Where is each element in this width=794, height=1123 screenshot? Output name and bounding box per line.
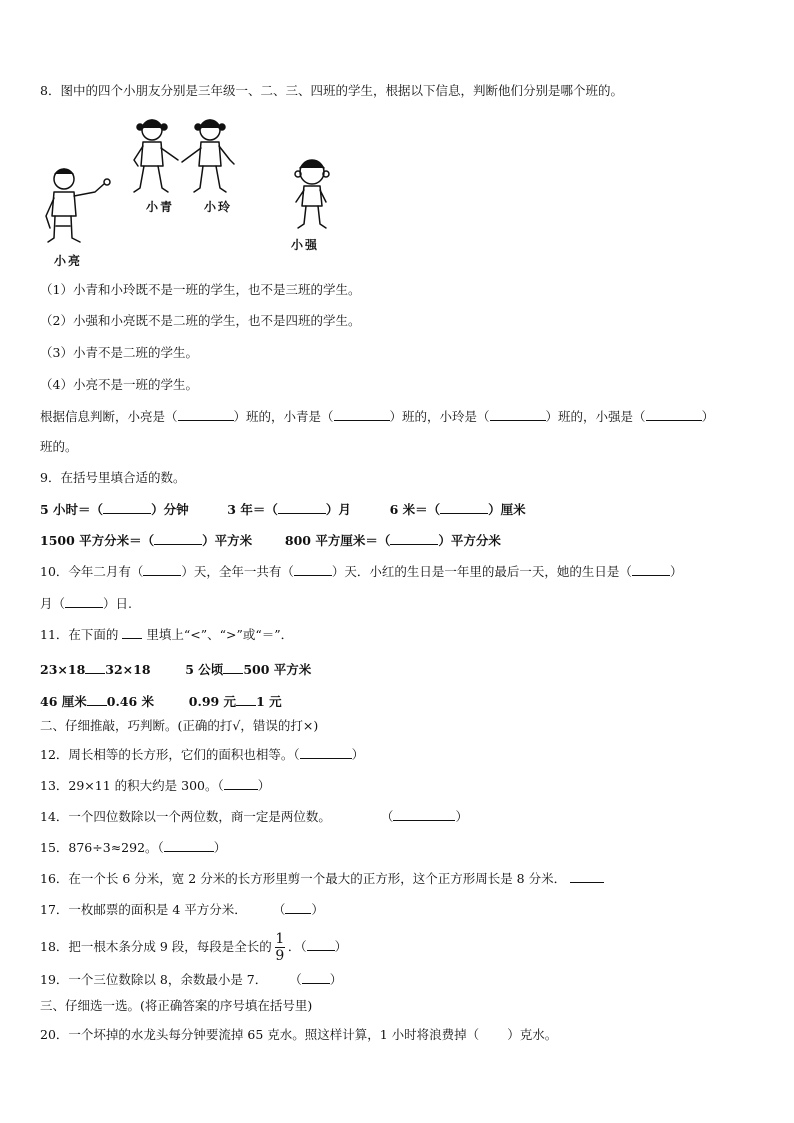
q10-text-6: ）日.	[103, 596, 132, 611]
q11-r1b-right: 500 平方米	[243, 662, 312, 677]
judge-blank-17[interactable]	[285, 900, 311, 914]
label-xiaoqing: 小青	[146, 200, 175, 214]
label-xiaoling: 小玲	[204, 200, 233, 214]
q9-years-label: 3 年＝（	[227, 502, 278, 517]
q8-answer-text-4: ）班的，小强是（	[545, 409, 646, 424]
blank-centimeters[interactable]	[440, 500, 488, 514]
q13-text: 13．29×11 的积大约是 300。（	[40, 778, 224, 793]
q20-end: ）克水。	[507, 1027, 558, 1042]
q9-hours-label: 5 小时＝（	[40, 502, 104, 517]
answer-blank-xiaoling[interactable]	[490, 407, 546, 421]
q11-r1b-left: 5 公顷	[185, 662, 224, 677]
blank-year-days[interactable]	[294, 562, 332, 576]
q9-meters-label: 6 米＝（	[389, 502, 441, 517]
judge-blank-14[interactable]	[393, 807, 455, 821]
q8-answer-text-5: ）	[701, 409, 715, 424]
judge-blank-12[interactable]	[300, 745, 352, 759]
q8-answer-tail: 班的。	[40, 439, 78, 454]
question-20	[40, 1026, 557, 1044]
answer-blank-xiaoqiang[interactable]	[646, 407, 702, 421]
question-12	[40, 745, 364, 764]
q11-r2a-right: 0.46 米	[106, 694, 155, 709]
q11-r1a-left: 23×18	[40, 662, 86, 677]
q11-r2a-left: 46 厘米	[40, 694, 87, 709]
question-8-prompt: 8．图中的四个小朋友分别是三年级一、二、三、四班的学生，根据以下信息，判断他们分别是哪个班的。	[40, 83, 623, 98]
q9-row-1	[40, 500, 526, 519]
xiaoqiang-figure	[295, 160, 329, 228]
q9-sq-dm-label: 1500 平方分米＝（	[40, 533, 155, 548]
compare-blank-2[interactable]	[223, 660, 243, 674]
xiaoqing-figure	[134, 120, 178, 192]
q11-r2b-right: 1 元	[256, 694, 282, 709]
q19-text: 19．一个三位数除以 8，余数最小是 7．	[40, 972, 268, 987]
blank-minutes[interactable]	[103, 500, 151, 514]
question-10-line-1	[40, 562, 682, 581]
q8-clue-3: （3）小青不是二班的学生。	[40, 345, 198, 360]
q10-text-1: 10．今年二月有（	[40, 564, 144, 579]
q8-answer-text-2: ）班的，小青是（	[233, 409, 334, 424]
q11-text-2: 里填上“<”、“>”或“＝”．	[146, 627, 294, 642]
xiaoliang-figure	[46, 169, 110, 242]
compare-blank-1[interactable]	[85, 660, 105, 674]
q14-end: ）	[455, 809, 468, 824]
q8-answer-line	[40, 407, 714, 426]
question-14	[40, 807, 468, 826]
q9-sq-m-unit: ）平方米	[202, 533, 253, 548]
q8-answer-text-1: 根据信息判断，小亮是（	[40, 409, 178, 424]
label-xiaoliang: 小亮	[54, 254, 83, 268]
question-11-prompt	[40, 625, 293, 644]
blank-feb-days[interactable]	[143, 562, 181, 576]
q9-centimeters-unit: ）厘米	[488, 502, 526, 517]
q11-text-1: 11．在下面的	[40, 627, 119, 642]
question-16	[40, 869, 604, 888]
q8-answer-text-3: ）班的，小玲是（	[389, 409, 490, 424]
compare-blank-3[interactable]	[87, 692, 107, 706]
q19-end: ）	[329, 972, 343, 987]
question-15	[40, 838, 226, 857]
q17-open: （	[272, 902, 286, 917]
q11-r1a-right: 32×18	[105, 662, 151, 677]
question-17	[40, 900, 324, 919]
label-xiaoqiang: 小强	[291, 238, 320, 252]
q9-row-2	[40, 531, 501, 550]
q10-text-2: ）天，全年一共有（	[181, 564, 294, 579]
blank-birthday-day[interactable]	[65, 594, 103, 608]
q15-text: 15．876÷3≈292。（	[40, 840, 164, 855]
q9-sq-cm-label: 800 平方厘米＝（	[284, 533, 391, 548]
q18-tail: ．（	[287, 939, 307, 954]
q18-end: ）	[334, 939, 348, 954]
q8-clue-2: （2）小强和小亮既不是二班的学生，也不是四班的学生。	[40, 313, 361, 328]
q14-open: （	[380, 809, 394, 824]
judge-blank-15[interactable]	[164, 838, 214, 852]
q8-clue-1: （1）小青和小玲既不是一班的学生，也不是三班的学生。	[40, 282, 361, 297]
q18-text: 18．把一根木条分成 9 段，每段是全长的	[40, 939, 272, 954]
question-13	[40, 776, 270, 795]
fraction-numerator: 1	[275, 931, 285, 947]
blank-sq-dm[interactable]	[390, 531, 438, 545]
judge-blank-18[interactable]	[307, 937, 335, 951]
question-19	[40, 970, 342, 989]
q20-text: 20．一个坏掉的水龙头每分钟要流掉 65 克水。照这样计算，1 小时将浪费掉（	[40, 1027, 480, 1042]
q11-row-1	[40, 660, 311, 679]
q14-text: 14．一个四位数除以一个两位数，商一定是两位数。	[40, 809, 331, 824]
xiaoling-figure	[182, 120, 234, 192]
question-9-prompt: 9．在括号里填合适的数。	[40, 470, 186, 485]
q17-text: 17．一枚邮票的面积是 4 平方分米．	[40, 902, 247, 917]
blank-months[interactable]	[278, 500, 326, 514]
q8-clue-4: （4）小亮不是一班的学生。	[40, 377, 198, 392]
q15-end: ）	[213, 840, 227, 855]
q16-text: 16．在一个长 6 分米，宽 2 分米的长方形里剪一个最大的正方形，这个正方形周长是 8 分米．	[40, 871, 567, 886]
judge-blank-13[interactable]	[224, 776, 258, 790]
judge-blank-19[interactable]	[302, 970, 330, 984]
fraction-one-ninth	[275, 932, 285, 963]
q10-text-4: ）	[669, 564, 683, 579]
q9-minutes-unit: ）分钟	[151, 502, 189, 517]
answer-blank-xiaoqing[interactable]	[334, 407, 390, 421]
q12-text: 12．周长相等的长方形，它们的面积也相等。（	[40, 747, 300, 762]
q17-end: ）	[311, 902, 324, 917]
q11-sample-blank	[122, 625, 142, 639]
q9-sq-dm-unit: ）平方分米	[438, 533, 501, 548]
judge-blank-16[interactable]	[570, 869, 604, 883]
compare-blank-4[interactable]	[236, 692, 256, 706]
question-18	[40, 932, 347, 963]
answer-blank-xiaoliang[interactable]	[178, 407, 234, 421]
q19-open: （	[289, 972, 302, 987]
blank-birthday-month[interactable]	[632, 562, 670, 576]
fraction-denominator: 9	[275, 948, 285, 964]
section-3-heading: 三、仔细选一选。(将正确答案的序号填在括号里)	[40, 998, 313, 1013]
q13-end: ）	[257, 778, 271, 793]
question-10-line-2	[40, 594, 132, 613]
q10-text-5: 月（	[40, 596, 66, 611]
section-2-heading: 二、仔细推敲，巧判断。(正确的打√，错误的打×)	[40, 718, 319, 733]
q12-end: ）	[351, 747, 365, 762]
blank-sq-m[interactable]	[154, 531, 202, 545]
q11-r2b-left: 0.99 元	[188, 694, 237, 709]
q9-months-unit: ）月	[325, 502, 351, 517]
q10-text-3: ）天．小红的生日是一年里的最后一天，她的生日是（	[331, 564, 632, 579]
q11-row-2	[40, 692, 282, 711]
